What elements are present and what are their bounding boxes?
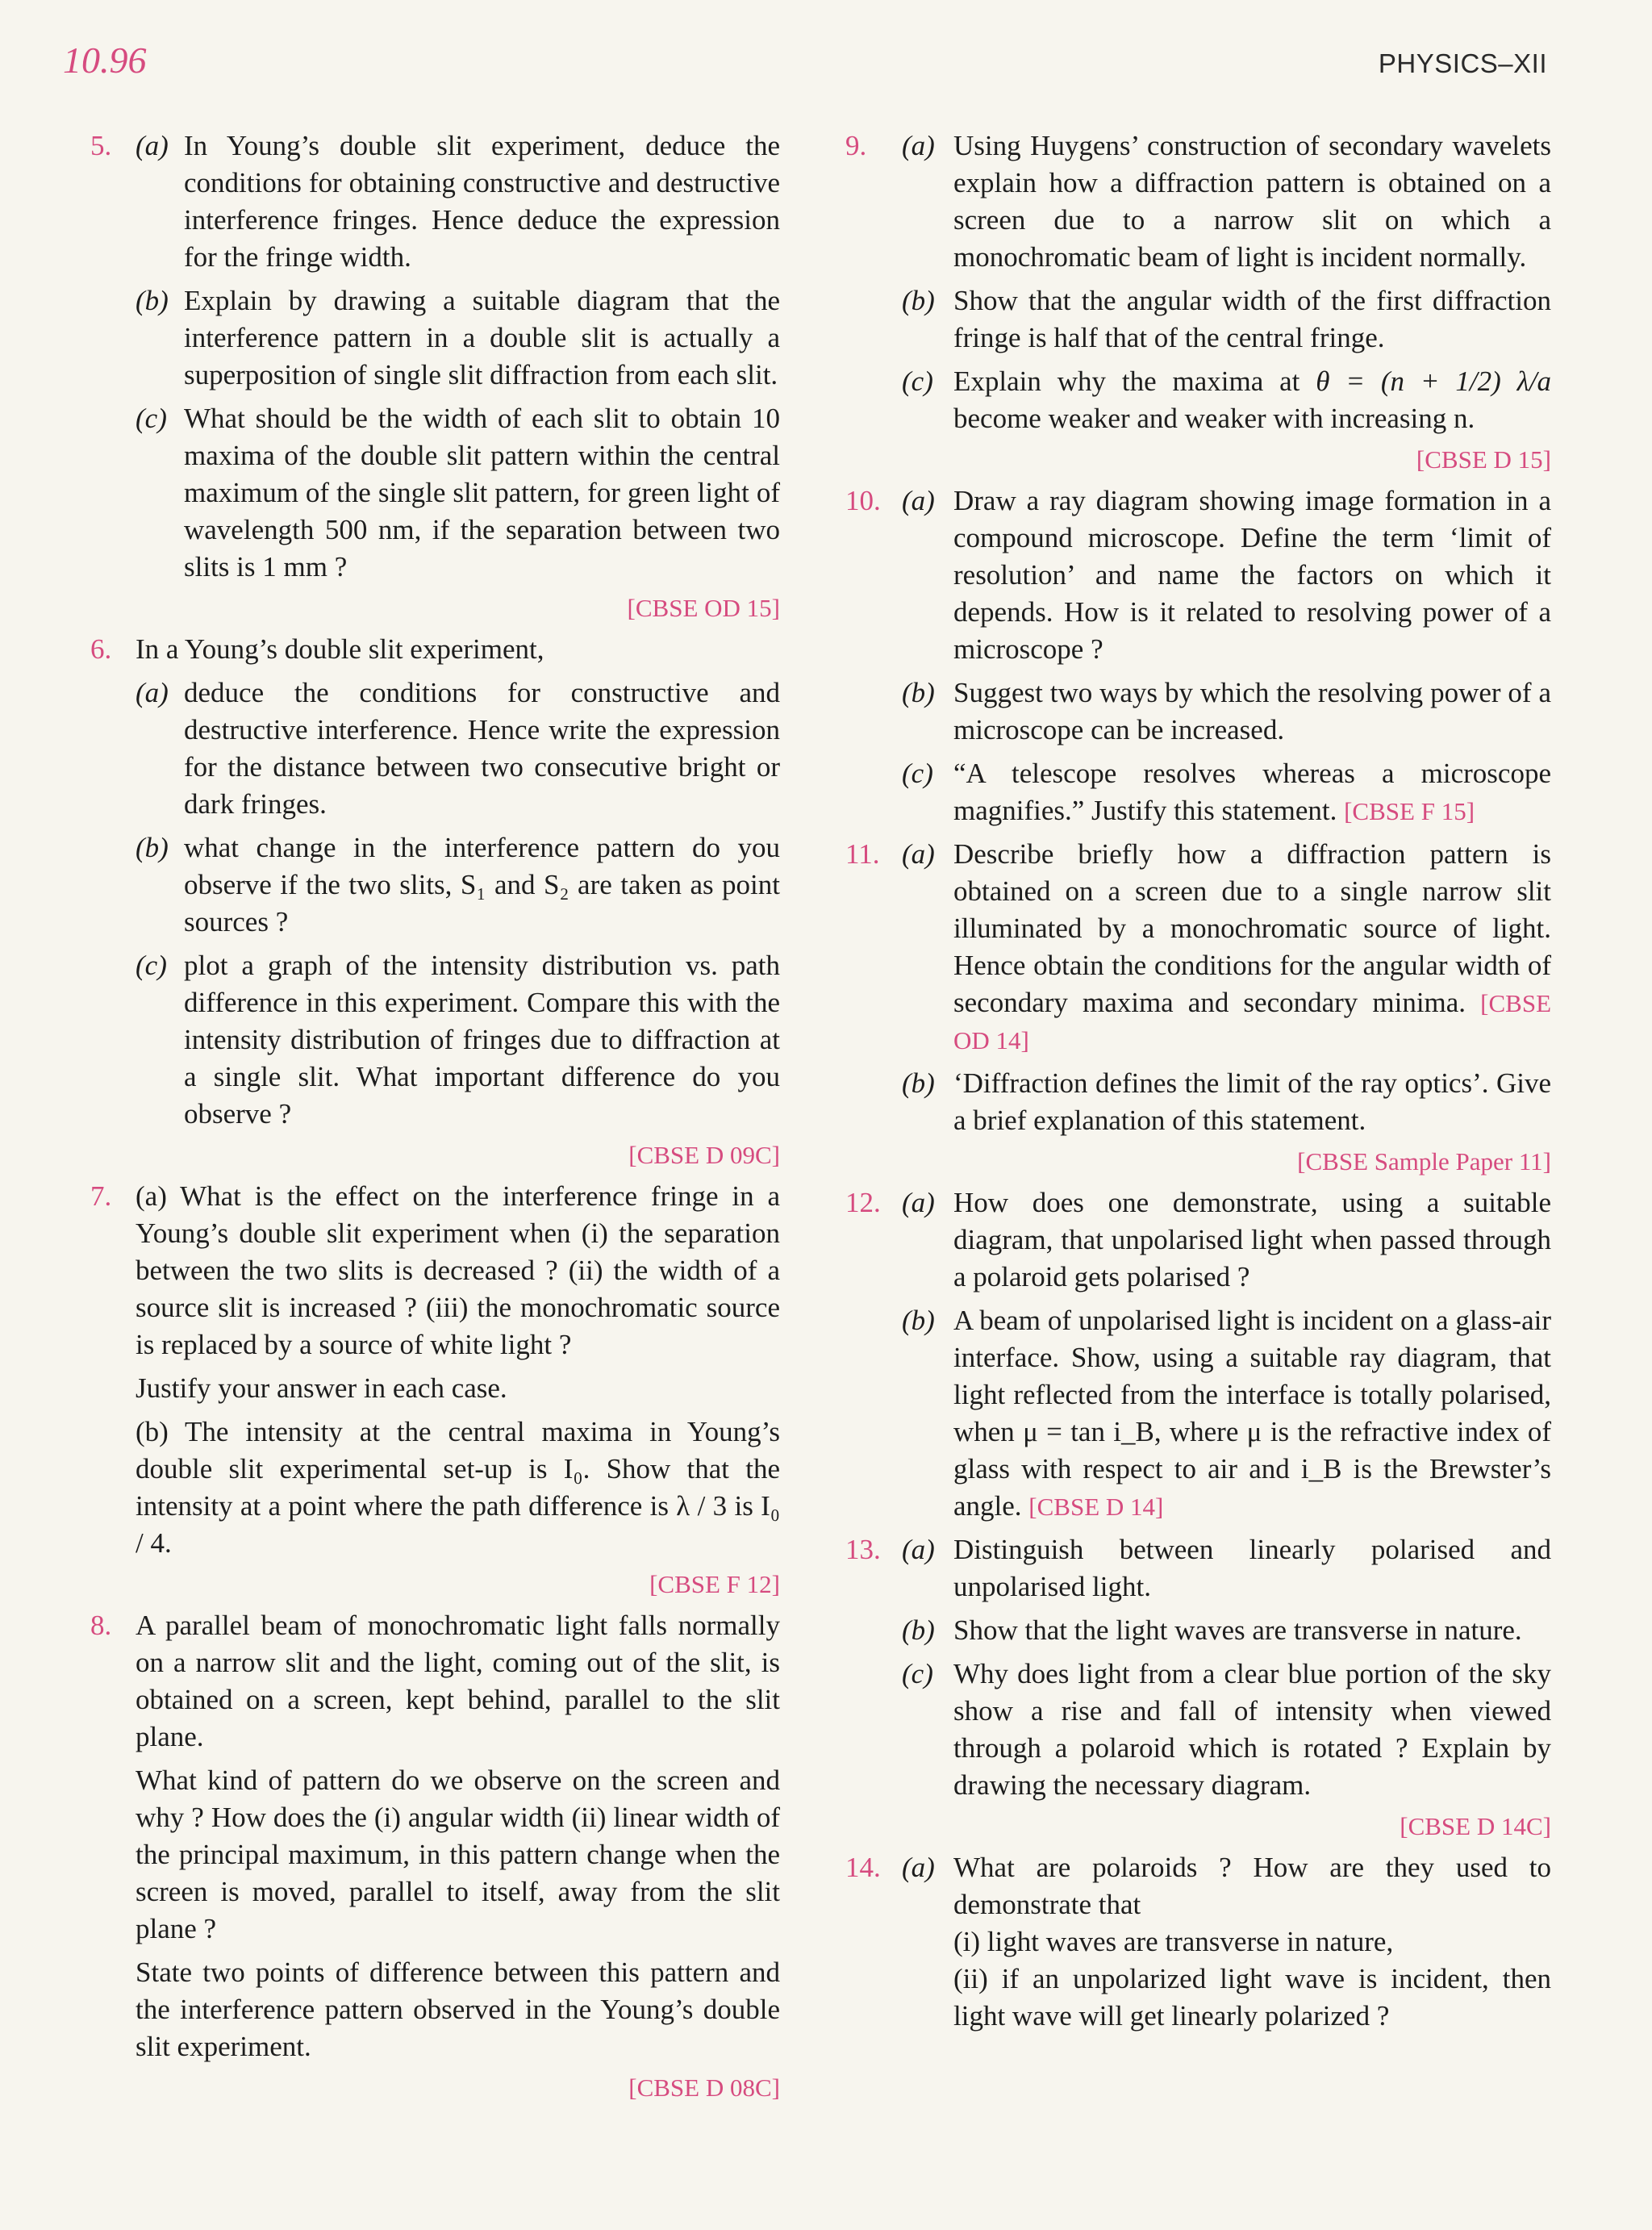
citation: [CBSE Sample Paper 11] [1297,1147,1551,1176]
part-label: (b) [136,832,169,863]
citation: [CBSE D 09C] [628,1141,780,1169]
running-head: PHYSICS–XII [1378,48,1547,78]
part-label: (a) [902,1534,935,1565]
part-text: Explain why the maxima at [953,365,1300,397]
question-part [902,1184,1551,1296]
part-text: deduce the conditions for constructive and destructive interference. Hence write the expression for the distance between two consecutive bright or dark fringes. [184,677,780,820]
part-label: (a) [902,1187,935,1218]
question-5 [90,127,780,624]
part-text: Explain by drawing a suitable diagram that the interference pattern in a double slit is actually a superposition of single slit diffraction from each slit. [184,285,780,390]
question-11 [845,836,1551,1178]
part-text: become weaker and weaker with increasing n. [953,403,1475,434]
question-part [902,1849,1551,2035]
question-text: A parallel beam of monochromatic light falls normally on a narrow slit and the light, coming out of the slit, is obtained on a screen, kept behind, parallel to the slit plane. [136,1610,780,1752]
part-text: Suggest two ways by which the resolving power of a microscope can be increased. [953,677,1551,745]
question-10 [845,482,1551,829]
part-label: (c) [902,758,933,789]
question-intro: In a Young’s double slit experiment, [136,633,544,665]
question-number: 7. [90,1180,112,1212]
part-label: (a) [902,838,935,870]
question-number: 12. [845,1187,881,1218]
question-12 [845,1184,1551,1525]
part-text: A beam of unpolarised light is incident on a glass-air interface. Show, using a suitable ray diagram, that light reflected from the interface is totally polarised, when μ = tan i_B, where μ is the refractive index of glass with respect to air and i_B is the Brewster’s angle. [953,1305,1551,1522]
left-column [90,127,780,2111]
question-7 [90,1178,780,1601]
question-text: (b) The intensity at the central maxima in Young’s double slit experimental set-up is I₀. Show that the intensity at a point where the path difference is λ / 3 is I₀ / 4. [136,1416,780,1559]
question-number: 9. [845,130,867,161]
part-label: (a) [136,130,169,161]
question-part [902,282,1551,357]
question-part [902,363,1551,437]
question-part [902,674,1551,749]
question-text: State two points of difference between this pattern and the interference pattern observed in the Young’s double slit experiment. [136,1956,780,2062]
part-label: (a) [902,1852,935,1883]
part-text: Show that the light waves are transverse in nature. [953,1614,1522,1646]
part-label: (b) [902,1305,935,1336]
question-part [136,674,780,823]
part-label: (c) [902,365,933,397]
question-9 [845,127,1551,476]
part-text: Draw a ray diagram showing image formation in a compound microscope. Define the term ‘limit of resolution’ and name the factors on which it depends. How is it related to resolving power of a microscope ? [953,485,1551,665]
right-column [845,127,1551,2041]
question-number: 5. [90,130,112,161]
part-label: (c) [902,1658,933,1689]
citation: [CBSE D 08C] [628,2073,780,2102]
question-part [902,1656,1551,1804]
part-label: (b) [902,1614,935,1646]
part-label: (b) [902,285,935,316]
part-text: Why does light from a clear blue portion of the sky show a rise and fall of intensity when viewed through a polaroid which is rotated ? Explain by drawing the necessary diagram. [953,1658,1551,1801]
part-label: (a) [902,485,935,516]
question-part [902,482,1551,668]
part-label: (a) [902,130,935,161]
question-text: Justify your answer in each case. [136,1372,507,1404]
citation: [CBSE F 12] [649,1570,780,1598]
part-text: In Young’s double slit experiment, deduce the conditions for obtaining constructive and destructive interference fringes. Hence deduce the expression for the fringe width. [184,130,780,273]
question-number: 11. [845,838,880,870]
citation: [CBSE OD 15] [627,594,780,622]
question-6 [90,631,780,1171]
question-14 [845,1849,1551,2035]
part-text: What should be the width of each slit to obtain 10 maxima of the double slit pattern within the central maximum of the single slit pattern, for green light of wavelength 500 nm, if the separation between two slits is 1 mm ? [184,403,780,583]
question-part [136,400,780,586]
part-text: what change in the interference pattern do you observe if the two slits, S₁ and S₂ are taken as point sources ? [184,832,780,938]
question-number: 8. [90,1610,112,1641]
part-label: (b) [902,1067,935,1099]
part-label: (a) [136,677,169,708]
part-text: Show that the angular width of the first diffraction fringe is half that of the central fringe. [953,285,1551,353]
sub-item: (i) light waves are transverse in nature, [953,1926,1394,1957]
question-part [902,1531,1551,1606]
citation: [CBSE D 14C] [1400,1812,1551,1840]
sub-item: (ii) if an unpolarized light wave is incident, then light wave will get linearly polarized ? [953,1963,1551,2032]
question-part [902,1065,1551,1139]
part-text: “A telescope resolves whereas a microscope magnifies.” Justify this statement. [953,758,1551,826]
question-number: 14. [845,1852,881,1883]
part-label: (b) [902,677,935,708]
citation: [CBSE OD 14] [953,989,1552,1054]
page-number: 10.96 [63,40,147,81]
question-text: What kind of pattern do we observe on the screen and why ? How does the (i) angular width (ii) linear width of the principal maximum, in this pattern change when the screen is moved, parallel to itself, away from the slit plane ? [136,1764,780,1944]
question-number: 10. [845,485,881,516]
citation: [CBSE D 15] [1416,445,1551,474]
question-part [902,1302,1551,1525]
part-text: Distinguish between linearly polarised and unpolarised light. [953,1534,1551,1602]
question-part [902,836,1551,1059]
formula: θ = (n + 1/2) λ/a [1316,365,1551,397]
part-text: How does one demonstrate, using a suitable diagram, that unpolarised light when passed through a polaroid gets polarised ? [953,1187,1551,1292]
question-part [902,755,1551,829]
question-part [136,829,780,941]
citation: [CBSE F 15] [1344,797,1475,825]
question-text: (a) What is the effect on the interference fringe in a Young’s double slit experiment when (i) the separation between the two slits is decreased ? (ii) the width of a source slit is increased ? (iii) the monochromatic source is replaced by a source of white light ? [136,1180,780,1360]
question-8 [90,1607,780,2104]
part-text: plot a graph of the intensity distribution vs. path difference in this experiment. Compare this with the intensity distribution of fringes due to diffraction at a single slit. What important difference do you observe ? [184,950,780,1130]
question-part [136,282,780,394]
part-label: (b) [136,285,169,316]
citation: [CBSE D 14] [1028,1493,1164,1521]
part-text: What are polaroids ? How are they used to demonstrate that [953,1852,1551,1920]
part-text: ‘Diffraction defines the limit of the ray optics’. Give a brief explanation of this statement. [953,1067,1551,1136]
question-part [136,127,780,276]
part-label: (c) [136,403,167,434]
part-text: Using Huygens’ construction of secondary wavelets explain how a diffraction pattern is obtained on a screen due to a narrow slit on which a monochromatic beam of light is incident normally. [953,130,1551,273]
part-label: (c) [136,950,167,981]
question-13 [845,1531,1551,1843]
question-part [902,1612,1551,1649]
question-number: 13. [845,1534,881,1565]
question-part [136,947,780,1133]
part-text: Describe briefly how a diffraction pattern is obtained on a screen due to a single narrow slit illuminated by a monochromatic source of light. Hence obtain the conditions for the angular width of secondary maxima and secondary minima. [953,838,1551,1018]
question-number: 6. [90,633,112,665]
question-part [902,127,1551,276]
